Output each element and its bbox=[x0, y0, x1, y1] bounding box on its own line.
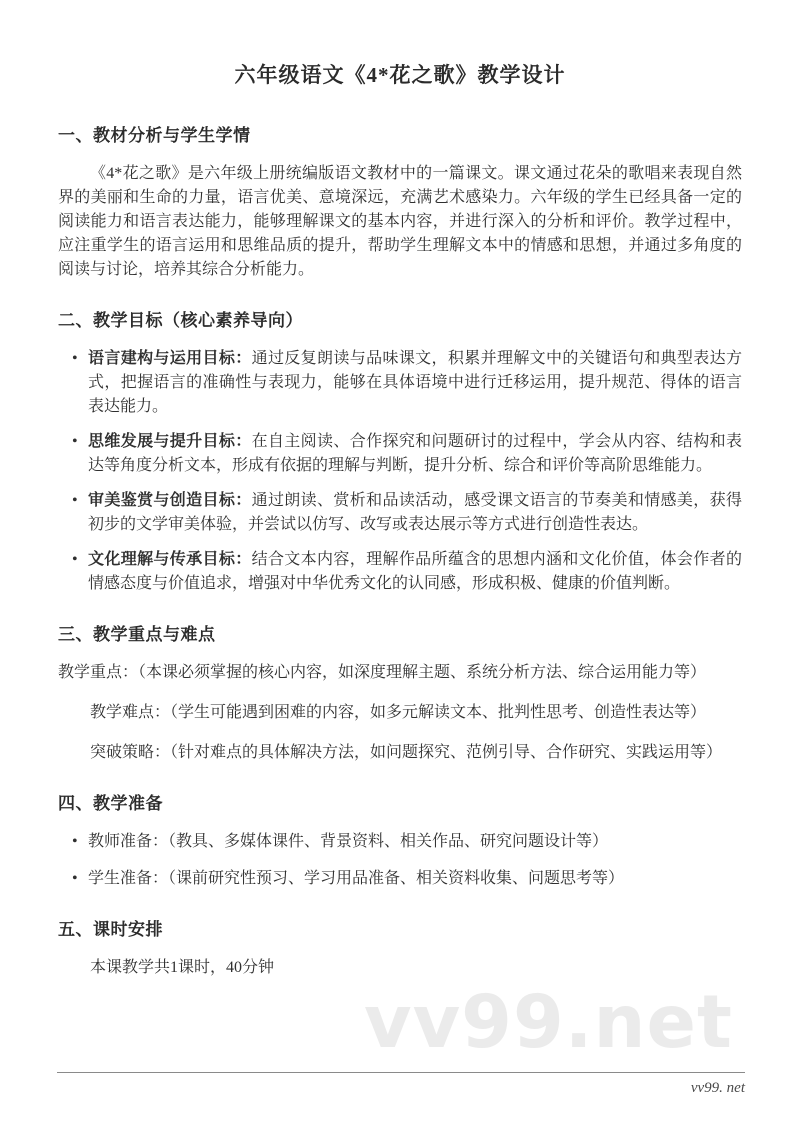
key-point-line: 教学重点：（本课必须掌握的核心内容，如深度理解主题、系统分析方法、综合运用能力等） bbox=[58, 664, 707, 681]
footer-site-label: vv99. net bbox=[690, 1080, 745, 1096]
strategy-line: 突破策略：（针对难点的具体解决方法，如问题探究、范例引导、合作研究、实践运用等） bbox=[90, 744, 723, 761]
goal-text: 在自主阅读、合作探究和问题研讨的过程中，学会从内容、结构和表达等角度分析文本，形成有依据的理解与判断，提升分析、综合和评价等高阶思维能力。 bbox=[88, 433, 742, 474]
goal-item-culture bbox=[58, 548, 742, 596]
section-heading-preparation: 四、教学准备 bbox=[58, 794, 163, 813]
section-schedule bbox=[58, 918, 742, 980]
watermark-text: vv99.net bbox=[364, 980, 733, 1065]
section-heading-key-points: 三、教学重点与难点 bbox=[58, 625, 216, 644]
difficulty-line: 教学难点：（学生可能遇到困难的内容，如多元解读文本、批判性思考、创造性表达等） bbox=[90, 704, 707, 721]
goal-item-aesthetic bbox=[58, 489, 742, 537]
preparation-list bbox=[58, 830, 742, 891]
goal-label: 思维发展与提升目标： bbox=[88, 433, 252, 450]
goal-text: 通过朗读、赏析和品读活动，感受课文语言的节奏美和情感美，获得初步的文学审美体验，并尝试以仿写、改写或表达展示等方式进行创造性表达。 bbox=[88, 492, 742, 533]
section-material-analysis bbox=[58, 124, 742, 282]
section-preparation bbox=[58, 792, 742, 891]
goal-item-thinking bbox=[58, 430, 742, 478]
section-key-points bbox=[58, 623, 742, 765]
goal-label: 审美鉴赏与创造目标： bbox=[88, 492, 252, 509]
goal-label: 文化理解与传承目标： bbox=[88, 551, 252, 568]
goal-item-language bbox=[58, 347, 742, 419]
material-analysis-paragraph: 《4*花之歌》是六年级上册统编版语文教材中的一篇课文。课文通过花朵的歌唱来表现自然界的美丽和生命的力量，语言优美、意境深远，充满艺术感染力。六年级的学生已经具备一定的阅读能力和语言表达能力，能够理解课文的基本内容，并进行深入的分析和评价。教学过程中，应注重学生的语言运用和思维品质的提升，帮助学生理解文本中的情感和思想，并通过多角度的阅读与讨论，培养其综合分析能力。 bbox=[58, 165, 742, 278]
teaching-goals-list bbox=[58, 347, 742, 596]
schedule-line: 本课教学共1课时，40分钟 bbox=[90, 959, 275, 976]
section-heading-schedule: 五、课时安排 bbox=[58, 920, 163, 939]
section-heading-material-analysis: 一、教材分析与学生学情 bbox=[58, 126, 251, 145]
prep-item-student: • 学生准备：（课前研究性预习、学习用品准备、相关资料收集、问题思考等） bbox=[58, 867, 742, 891]
section-heading-teaching-goals: 二、教学目标（核心素养导向） bbox=[58, 311, 303, 330]
prep-item-teacher: • 教师准备：（教具、多媒体课件、背景资料、相关作品、研究问题设计等） bbox=[58, 830, 742, 854]
footer-divider bbox=[57, 1072, 745, 1073]
page-title: 六年级语文《4*花之歌》教学设计 bbox=[234, 63, 566, 87]
goal-label: 语言建构与运用目标： bbox=[88, 350, 252, 367]
goal-text: 通过反复朗读与品味课文，积累并理解文中的关键语句和典型表达方式，把握语言的准确性与表现力，能够在具体语境中进行迁移运用，提升规范、得体的语言表达能力。 bbox=[88, 350, 742, 415]
section-teaching-goals bbox=[58, 309, 742, 596]
goal-text: 结合文本内容，理解作品所蕴含的思想内涵和文化价值，体会作者的情感态度与价值追求，增强对中华优秀文化的认同感，形成积极、健康的价值判断。 bbox=[88, 551, 742, 592]
